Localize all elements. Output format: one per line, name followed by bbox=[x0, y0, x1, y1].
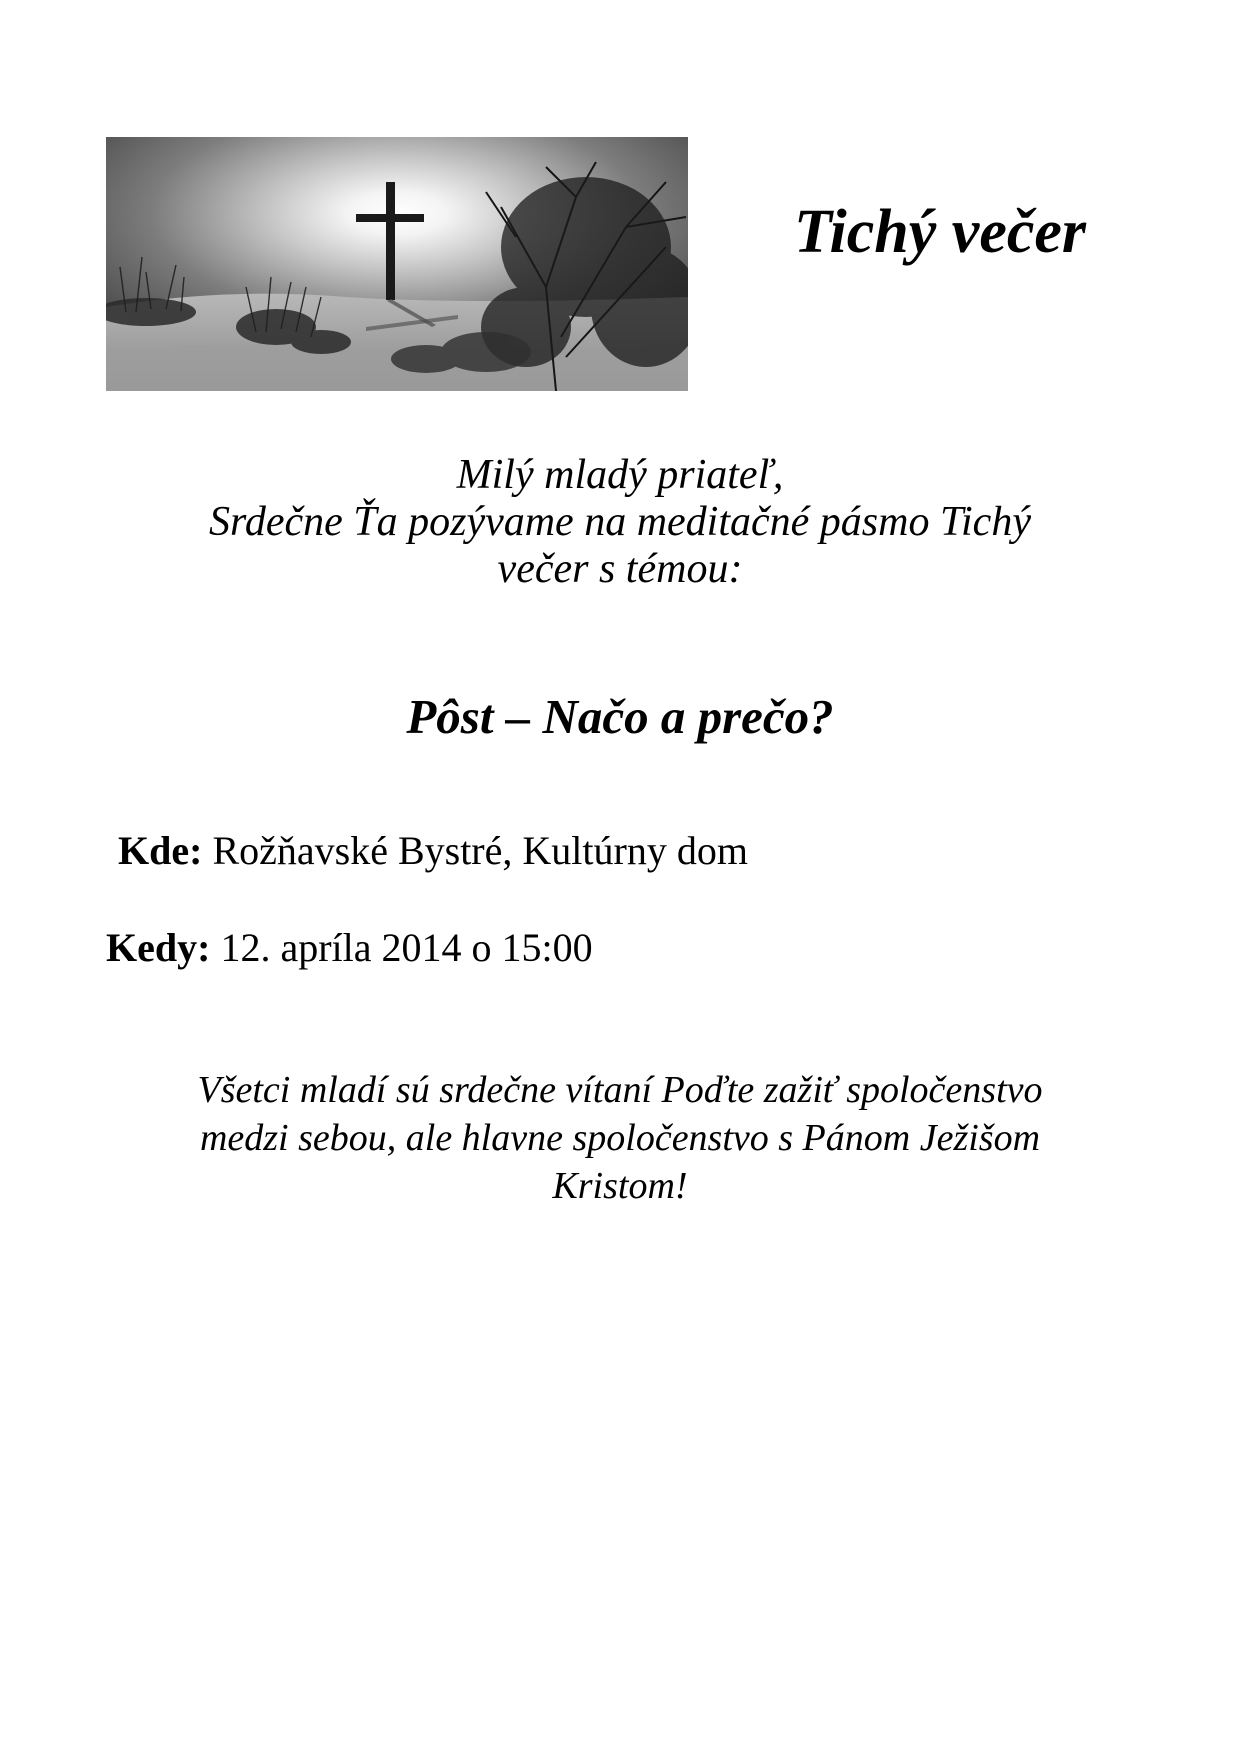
intro-text bbox=[60, 452, 1180, 593]
location-line bbox=[118, 826, 748, 876]
theme-heading: Pôst – Načo a prečo? bbox=[406, 689, 834, 744]
intro-line: večer s témou: bbox=[497, 546, 743, 592]
closing-line: Kristom! bbox=[552, 1165, 688, 1207]
location-value: Rožňavské Bystré, Kultúrny dom bbox=[202, 828, 748, 873]
location-label: Kde: bbox=[118, 828, 203, 873]
closing-text bbox=[60, 1066, 1180, 1210]
intro-line: Srdečne Ťa pozývame na meditačné pásmo Tichý bbox=[209, 499, 1031, 545]
date-label: Kedy: bbox=[106, 925, 211, 970]
date-line bbox=[106, 923, 593, 973]
closing-line: medzi sebou, ale hlavne spoločenstvo s Pánom Ježišom bbox=[199, 1117, 1041, 1159]
closing-line: Všetci mladí sú srdečne vítaní Poďte zažiť spoločenstvo bbox=[197, 1069, 1043, 1111]
intro-line: Milý mladý priateľ, bbox=[456, 452, 784, 498]
date-value: 12. apríla 2014 o 15:00 bbox=[210, 925, 593, 970]
page-title: Tichý večer bbox=[793, 198, 1087, 266]
cross-photo bbox=[106, 137, 688, 391]
